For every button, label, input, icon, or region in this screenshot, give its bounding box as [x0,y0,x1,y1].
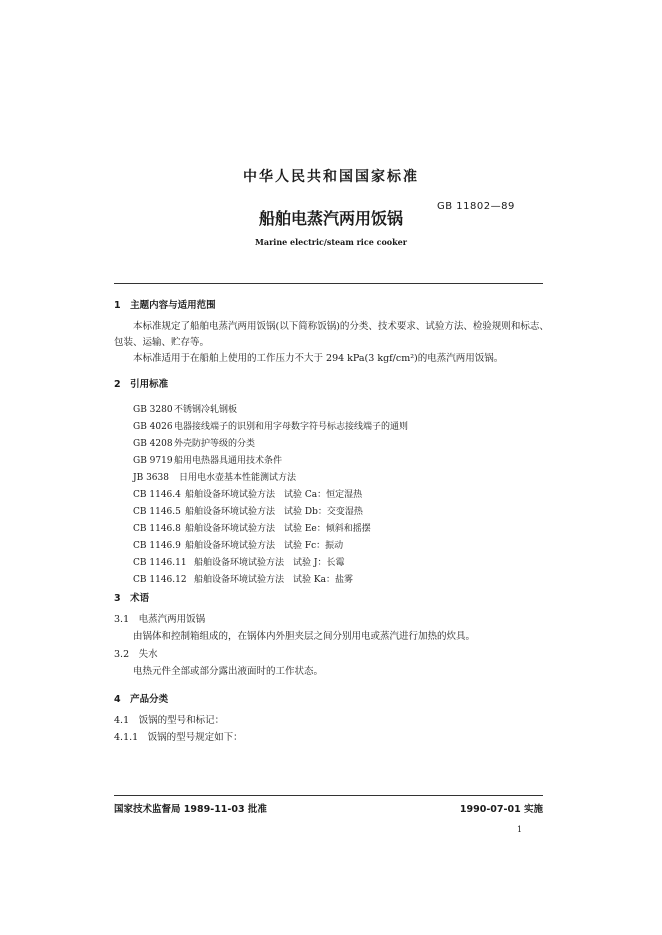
reference-title: 船舶设备环境试验方法 试验 Fc：振动 [185,541,344,551]
section-1-paragraph-2: 本标准适用于在船舶上使用的工作压力不大于 294 kPa(3 kgf/cm²)的电蒸汽两用饭锅。 [133,353,504,364]
section-1-heading: 1 主题内容与适用范围 [114,300,216,311]
standard-number: GB 11802—89 [437,201,515,212]
section-1-paragraph-1-line-2: 包装、运输、贮存等。 [114,337,210,348]
reference-title: 船舶设备环境试验方法 试验 Ka：盐雾 [194,575,353,585]
reference-code: CB 1146.12 [133,575,187,585]
term-1-label: 3.1 电蒸汽两用饭锅 [114,614,206,625]
section-3-heading: 3 术语 [114,593,150,604]
reference-title: 船舶设备环境试验方法 试验 Ee：倾斜和摇摆 [185,524,371,534]
reference-code: CB 1146.11 [133,558,187,568]
reference-code: GB 4026 [133,422,173,432]
section-4-item-2: 4.1.1 饭锅的型号规定如下： [114,732,243,743]
reference-title: 外壳防护等级的分类 [174,439,256,449]
term-2-label: 3.2 失水 [114,649,158,660]
reference-title: 船舶设备环境试验方法 试验 Db：交变湿热 [185,507,363,517]
reference-code: GB 4208 [133,439,173,449]
reference-code: GB 3280 [133,405,173,415]
reference-title: 日用电水壶基本性能测试方法 [179,473,297,483]
reference-title: 船舶设备环境试验方法 试验 J：长霉 [194,558,345,568]
term-2-definition: 电热元件全部或部分露出液面时的工作状态。 [133,666,324,677]
reference-code: CB 1146.8 [133,524,181,534]
standard-title-english: Marine electric/steam rice cooker [255,237,407,247]
reference-title: 电器接线端子的识别和用字母数字符号标志接线端子的通则 [174,422,409,432]
reference-title: 船用电热器具通用技术条件 [174,456,283,466]
reference-code: CB 1146.4 [133,490,181,500]
footer-divider [114,795,543,796]
page-number: 1 [517,825,523,834]
standard-title: 船舶电蒸汽两用饭锅 [258,209,403,228]
reference-code: GB 9719 [133,456,173,466]
reference-code: CB 1146.9 [133,541,181,551]
national-standard-title: 中华人民共和国国家标准 [243,169,419,185]
section-4-heading: 4 产品分类 [114,694,169,705]
approval-date: 国家技术监督局 1989-11-03 批准 [114,804,267,815]
reference-item [133,567,353,586]
reference-title: 船舶设备环境试验方法 试验 Ca：恒定湿热 [185,490,363,500]
term-1-definition: 由锅体和控制箱组成的，在锅体内外胆夹层之间分别用电或蒸汽进行加热的炊具。 [133,631,476,642]
header-divider [114,283,543,284]
effective-date: 1990-07-01 实施 [459,804,543,815]
section-2-heading: 2 引用标准 [114,379,169,390]
reference-title: 不锈钢冷轧钢板 [174,405,238,415]
reference-code: CB 1146.5 [133,507,181,517]
reference-code: JB 3638 [133,473,169,483]
section-1-paragraph-1-line-1: 本标准规定了船舶电蒸汽两用饭锅(以下简称饭锅)的分类、技术要求、试验方法、检验规则和标志、 [133,321,549,332]
section-4-item-1: 4.1 饭锅的型号和标记： [114,715,225,726]
